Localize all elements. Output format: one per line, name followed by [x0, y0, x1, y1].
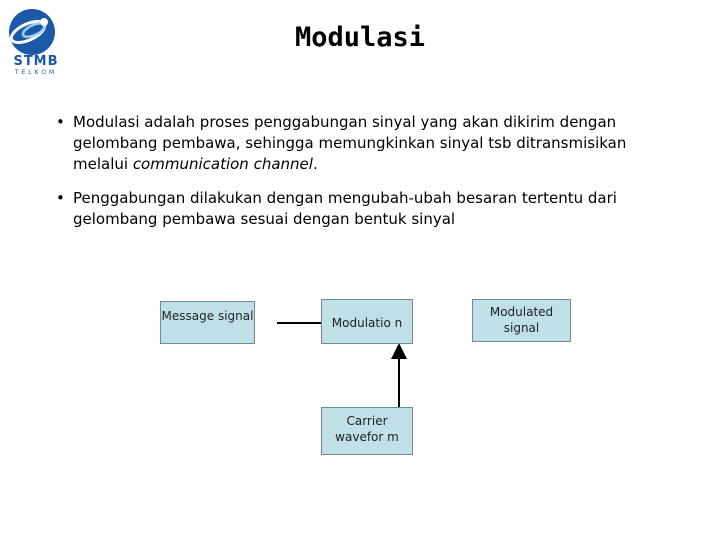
carrier-waveform-box [321, 407, 413, 455]
bullet-text: Penggabungan dilakukan dengan mengubah-ubah besaran tertentu dari gelombang pembawa sesuai dengan bentuk sinyal [73, 189, 617, 228]
bullet-item [56, 112, 676, 175]
bullet-item [56, 188, 676, 230]
carrier-waveform-label: Carrier wavefor m [335, 414, 399, 444]
bullet-text-end: . [312, 155, 318, 173]
modulation-label: Modulatio n [331, 316, 403, 330]
bullet-text: Modulasi adalah proses penggabungan sinyal yang akan dikirim dengan gelombang pembawa, sehingga memungkinkan sinyal tsb ditransmisikan melalui [73, 113, 627, 173]
modulated-signal-label: Modulated signal [489, 305, 554, 335]
logo-text: STMB [13, 54, 59, 69]
modulation-box [321, 299, 413, 344]
slide-title: Modulasi [294, 22, 426, 53]
message-signal-box [160, 301, 255, 344]
modulated-signal-box [472, 299, 571, 342]
bullet-italic-text: communication channel [132, 155, 313, 173]
message-signal-label: Message signal [161, 309, 254, 323]
logo-subtext: TELKOM [14, 69, 58, 76]
bullet-list [56, 112, 676, 243]
